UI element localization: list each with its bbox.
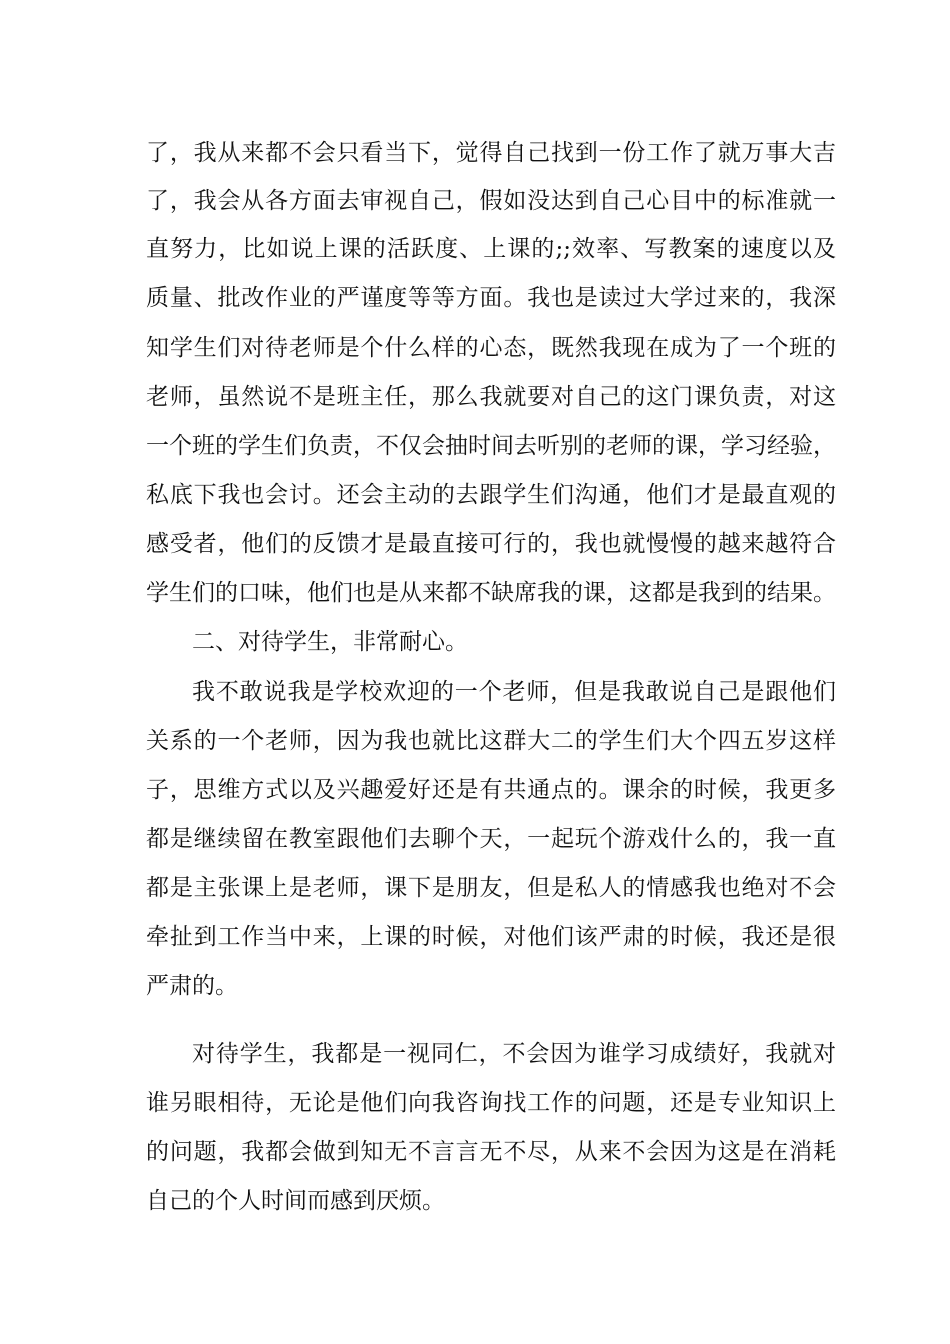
text-line: 对待学生，我都是一视同仁，不会因为谁学习成绩好，我就对 <box>192 1041 836 1067</box>
text-line: 自己的个人时间而感到厌烦。 <box>146 1188 445 1214</box>
text-line: 知学生们对待老师是个什么样的心态，既然我现在成为了一个班的 <box>146 335 836 361</box>
text-line: 严肃的。 <box>146 973 238 999</box>
text-line: 都是继续留在教室跟他们去聊个天，一起玩个游戏什么的，我一直 <box>146 826 836 852</box>
text-line: 质量、批改作业的严谨度等等方面。我也是读过大学过来的，我深 <box>146 285 836 311</box>
text-line: 我不敢说我是学校欢迎的一个老师，但是我敢说自己是跟他们 <box>192 679 836 705</box>
text-line: 子，思维方式以及兴趣爱好还是有共通点的。课余的时候，我更多 <box>146 777 836 803</box>
text-line: 谁另眼相待，无论是他们向我咨询找工作的问题，还是专业知识上 <box>146 1090 836 1116</box>
text-line: 都是主张课上是老师，课下是朋友，但是私人的情感我也绝对不会 <box>146 875 836 901</box>
text-line: 牵扯到工作当中来，上课的时候，对他们该严肃的时候，我还是很 <box>146 924 836 950</box>
text-line: 老师，虽然说不是班主任，那么我就要对自己的这门课负责，对这 <box>146 384 836 410</box>
text-line: 私底下我也会讨。还会主动的去跟学生们沟通，他们才是最直观的 <box>146 482 836 508</box>
text-line: 学生们的口味，他们也是从来都不缺席我的课，这都是我到的结果。 <box>146 580 836 606</box>
text-line: 了，我会从各方面去审视自己，假如没达到自己心目中的标准就一 <box>146 188 836 214</box>
text-line: 一个班的学生们负责，不仅会抽时间去听别的老师的课，学习经验， <box>146 433 836 459</box>
text-line: 的问题，我都会做到知无不言言无不尽，从来不会因为这是在消耗 <box>146 1139 836 1165</box>
text-line: 关系的一个老师，因为我也就比这群大二的学生们大个四五岁这样 <box>146 728 836 754</box>
text-line: 了，我从来都不会只看当下，觉得自己找到一份工作了就万事大吉 <box>146 140 836 166</box>
text-line: 感受者，他们的反馈才是最直接可行的，我也就慢慢的越来越符合 <box>146 531 836 557</box>
text-line: 直努力，比如说上课的活跃度、上课的;;效率、写教案的速度以及 <box>146 236 836 262</box>
section-heading: 二、对待学生，非常耐心。 <box>192 629 468 655</box>
